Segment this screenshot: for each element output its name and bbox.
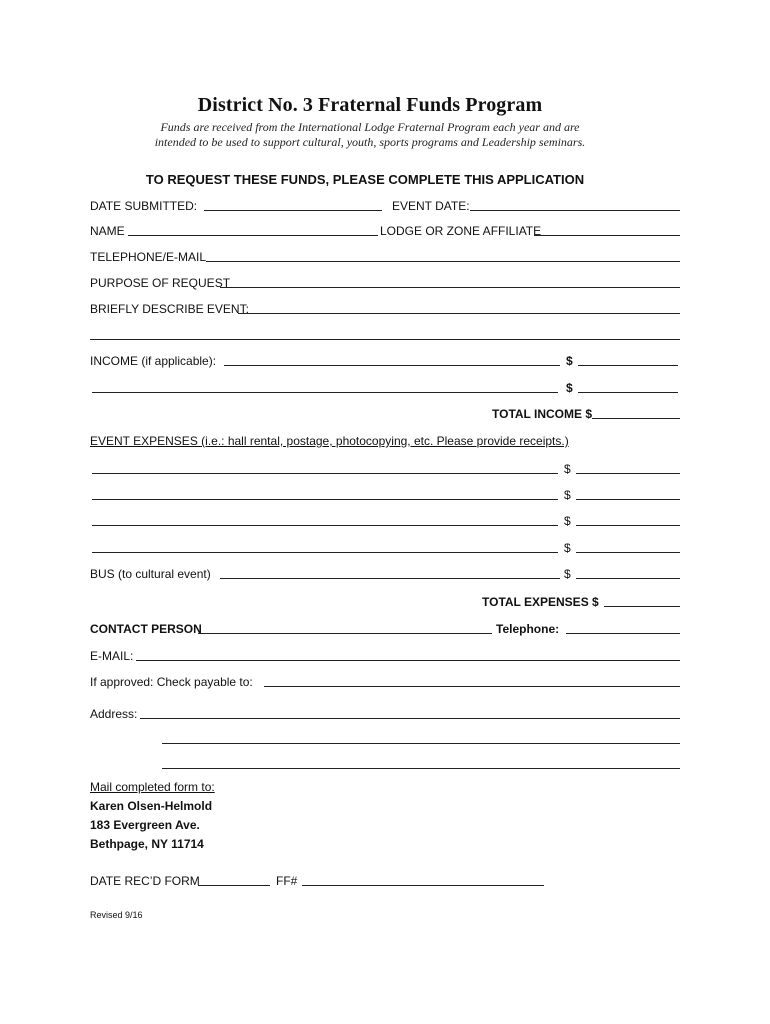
lodge-zone-label: LODGE OR ZONE AFFILIATE <box>380 224 542 238</box>
income-row-2 <box>90 380 680 396</box>
mail-street: 183 Evergreen Ave. <box>90 818 200 832</box>
address-label: Address: <box>90 707 138 721</box>
mail-header: Mail completed form to: <box>90 780 215 794</box>
office-row <box>90 873 680 889</box>
expense-amount-3-field[interactable] <box>576 525 680 526</box>
expense-amount-4-field[interactable] <box>576 552 680 553</box>
telephone-email-field[interactable] <box>206 261 680 262</box>
expense-item-4-field[interactable] <box>92 552 558 553</box>
describe-event-row <box>90 301 680 317</box>
contact-person-field[interactable] <box>198 633 492 634</box>
mail-city: Bethpage, NY 11714 <box>90 837 204 851</box>
name-row <box>90 223 680 239</box>
total-expenses-row <box>90 594 680 610</box>
describe-event-line-2[interactable] <box>90 339 680 340</box>
expense-row-1 <box>90 461 680 477</box>
income-source-1-field[interactable] <box>224 365 560 366</box>
bus-label: BUS (to cultural event) <box>90 567 211 581</box>
expense-dollar-3: $ <box>564 514 571 528</box>
purpose-field[interactable] <box>220 287 680 288</box>
name-field[interactable] <box>128 235 378 236</box>
form-subtitle <box>0 120 740 150</box>
date-recd-label: DATE REC’D FORM <box>90 874 200 888</box>
email-field[interactable] <box>136 660 680 661</box>
contact-person-label: CONTACT PERSON <box>90 622 202 636</box>
expense-dollar-4: $ <box>564 541 571 555</box>
income-dollar-1: $ <box>566 354 573 368</box>
subtitle-line-2: intended to be used to support cultural, youth, sports programs and Leadership seminars. <box>154 135 586 149</box>
total-expenses-field[interactable] <box>604 606 680 607</box>
income-amount-2-field[interactable] <box>578 392 678 393</box>
address-row <box>90 706 680 722</box>
email-label: E-MAIL: <box>90 649 134 663</box>
expense-row-3 <box>90 513 680 529</box>
purpose-row <box>90 275 680 291</box>
income-label: INCOME (if applicable): <box>90 354 217 368</box>
telephone-email-label: TELEPHONE/E-MAIL <box>90 250 207 264</box>
expense-amount-1-field[interactable] <box>576 473 680 474</box>
expenses-header-row <box>90 433 680 449</box>
email-row <box>90 648 680 664</box>
income-source-2-field[interactable] <box>92 392 558 393</box>
total-income-label: TOTAL INCOME $ <box>492 407 593 421</box>
expense-item-2-field[interactable] <box>92 499 558 500</box>
total-income-field[interactable] <box>592 418 680 419</box>
bus-row <box>90 566 680 582</box>
income-amount-1-field[interactable] <box>578 365 678 366</box>
ff-field[interactable] <box>302 885 544 886</box>
income-dollar-2: $ <box>566 381 573 395</box>
expense-item-1-field[interactable] <box>92 473 558 474</box>
date-recd-field[interactable] <box>198 885 270 886</box>
income-row-1 <box>90 353 680 369</box>
expense-row-2 <box>90 487 680 503</box>
telephone-email-row <box>90 249 680 265</box>
total-income-row <box>90 406 680 422</box>
check-payable-label: If approved: Check payable to: <box>90 675 253 689</box>
date-submitted-label: DATE SUBMITTED: <box>90 199 198 213</box>
subtitle-line-1: Funds are received from the International Lodge Fraternal Program each year and are <box>160 120 580 134</box>
date-row <box>90 198 680 214</box>
bus-amount-field[interactable] <box>576 578 680 579</box>
telephone-label: Telephone: <box>496 622 560 636</box>
check-payable-row <box>90 674 680 690</box>
address-field-1[interactable] <box>140 718 680 719</box>
bus-item-field[interactable] <box>220 578 560 579</box>
expense-dollar-2: $ <box>564 488 571 502</box>
describe-event-label: BRIEFLY DESCRIBE EVENT: <box>90 302 249 316</box>
contact-row <box>90 621 680 637</box>
event-date-label: EVENT DATE: <box>392 199 470 213</box>
revised-note: Revised 9/16 <box>90 910 143 920</box>
application-heading: TO REQUEST THESE FUNDS, PLEASE COMPLETE THIS APPLICATION <box>145 172 585 187</box>
event-date-field[interactable] <box>470 210 680 211</box>
name-label: NAME <box>90 224 125 238</box>
expense-dollar-1: $ <box>564 462 571 476</box>
bus-dollar: $ <box>564 567 571 581</box>
date-submitted-field[interactable] <box>204 210 382 211</box>
check-payable-field[interactable] <box>264 686 680 687</box>
mail-name: Karen Olsen-Helmold <box>90 799 213 813</box>
telephone-field[interactable] <box>566 633 680 634</box>
purpose-label: PURPOSE OF REQUEST <box>90 276 231 290</box>
expense-row-4 <box>90 540 680 556</box>
address-field-3[interactable] <box>162 768 680 769</box>
lodge-zone-field[interactable] <box>534 235 680 236</box>
expense-item-3-field[interactable] <box>92 525 558 526</box>
expense-amount-2-field[interactable] <box>576 499 680 500</box>
describe-event-field[interactable] <box>238 313 680 314</box>
form-title: District No. 3 Fraternal Funds Program <box>197 94 543 116</box>
ff-label: FF# <box>276 874 298 888</box>
address-field-2[interactable] <box>162 743 680 744</box>
total-expenses-label: TOTAL EXPENSES $ <box>482 595 599 609</box>
expenses-header: EVENT EXPENSES (i.e.: hall rental, postage, photocopying, etc. Please provide receipts.) <box>90 434 569 448</box>
